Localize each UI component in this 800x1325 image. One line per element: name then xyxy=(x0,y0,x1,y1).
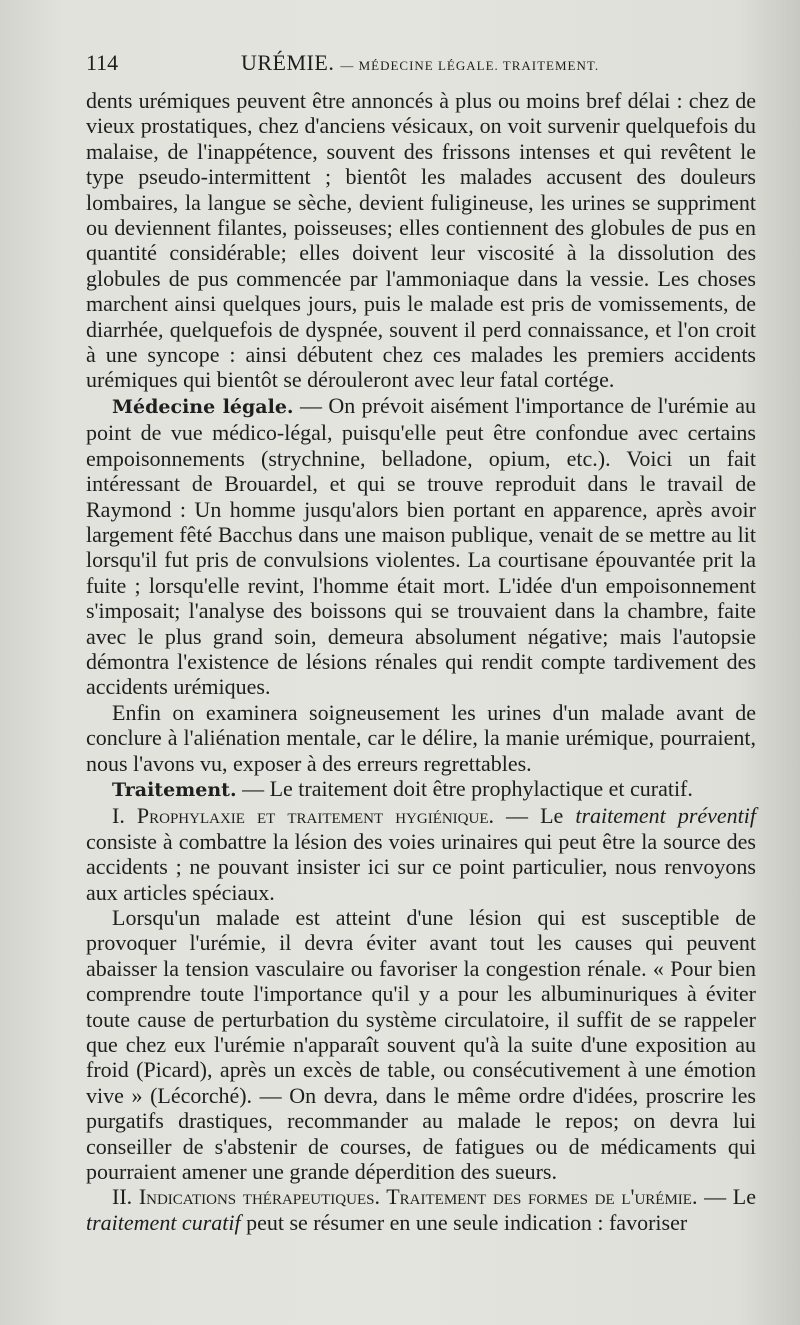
paragraph-traitement xyxy=(86,776,756,803)
paragraph-alienation: Enfin on examinera soigneusement les urines d'un malade avant de conclure à l'aliénation mentale, car le délire, la manie urémique, pourraient, nous l'avons vu, exposer à des erreurs regrettables. xyxy=(86,699,756,776)
body-text xyxy=(86,88,756,1235)
running-title xyxy=(241,50,599,76)
section-heading-traitement: Traitement. xyxy=(112,778,237,801)
paragraph-lorsquun: Lorsqu'un malade est atteint d'une lésion qui est susceptible de provoquer l'urémie, il devra éviter avant tout les causes qui peuvent abaisser la tension vasculaire ou favoriser la congestion rénale. « Pour bien comprendre toute l'importance qu'il y a pour les albuminuriques à éviter toute cause de perturbation du système circulatoire, il suffit de se rappeler que chez eux l'urémie n'apparaît souvent qu'à la suite d'une exposition au froid (Picard), après un excès de table, ou consécutivement à une émotion vive » (Lécorché). — On devra, dans le même ordre d'idées, proscrire les purgatifs drastiques, recommander au malade le repos; on devra lui conseiller de s'abstenir de courses, de fatigues ou de médicaments qui pourraient amener une grande déperdition des sueurs. xyxy=(86,905,756,1185)
page-number: 114 xyxy=(86,50,119,75)
paragraph-medecine-legale xyxy=(86,393,756,700)
subheading-indications: II. Indications thérapeutiques. Traitement des formes de l'urémie. xyxy=(112,1184,698,1210)
paragraph-indications xyxy=(86,1184,756,1235)
page-header xyxy=(86,50,756,80)
running-title-main: URÉMIE. xyxy=(241,50,335,75)
paragraph-text: consiste à combattre la lésion des voies urinaires qui peut être la source des accidents ; ne pouvant insister ici sur ce point particulier, nous renvoyons aux articles spéciaux. xyxy=(86,828,756,905)
paragraph-continuation: dents urémiques peuvent être annoncés à plus ou moins bref délai : chez de vieux prostatiques, chez d'anciens vésicaux, on voit survenir quelquefois du malaise, de l'inappétence, souvent des frissons intenses et qui revêtent le type pseudo-intermittent ; bientôt les malades accusent des douleurs lombaires, la langue se sèche, devient fuligineuse, les urines se suppriment ou deviennent filantes, poisseuses; elles contiennent des globules de pus en quantité considérable; elles doivent leur viscosité à la dissolution des globules de pus commencée par l'ammoniaque dans la vessie. Les choses marchent ainsi quelques jours, puis le malade est pris de vomissements, de diarrhée, quelquefois de dyspnée, souvent il perd connaissance, et l'on croit à une syncope : ainsi débutent chez ces malades les premiers accidents urémiques qui bientôt se dérouleront avec leur fatal cortége. xyxy=(86,88,756,393)
italic-term: traitement préventif xyxy=(575,803,757,829)
paragraph-prophylaxie xyxy=(86,803,756,905)
paragraph-text: peut se résumer en une seule indication : favoriser xyxy=(240,1209,688,1235)
paragraph-text: — Le xyxy=(494,803,576,829)
paragraph-text: — Le xyxy=(697,1184,757,1210)
italic-term: traitement curatif xyxy=(86,1209,241,1235)
paragraph-text: — On prévoit aisément l'importance de l'urémie au point de vue médico-légal, puisqu'elle peut être confondue avec certains empoisonnements (strychnine, belladone, opium, etc.). Voici un fait intéressant de Brouardel, et qui se trouve reproduit dans le travail de Raymond : Un homme jusqu'alors bien portant en apparence, après avoir largement fêté Bacchus dans une maison publique, venait de se mettre au lit lorsqu'il fut pris de convulsions violentes. La courtisane épouvantée prit la fuite ; lorsqu'elle revint, l'homme était mort. L'idée d'un empoisonnement s'imposait; l'analyse des boissons qui se trouvaient dans la chambre, faite avec le plus grand soin, demeura absolument négative; mais l'autopsie démontra l'existence de lésions rénales qui rendit compte tardivement des accidents urémiques. xyxy=(86,392,756,700)
paragraph-text: — Le traitement doit être prophylactique et curatif. xyxy=(236,775,693,801)
section-heading-medecine-legale: Médecine légale. xyxy=(112,395,294,418)
subheading-prophylaxie: I. Prophylaxie et traitement hygiénique. xyxy=(112,803,495,829)
running-title-sub: — MÉDECINE LÉGALE. TRAITEMENT. xyxy=(340,58,600,73)
